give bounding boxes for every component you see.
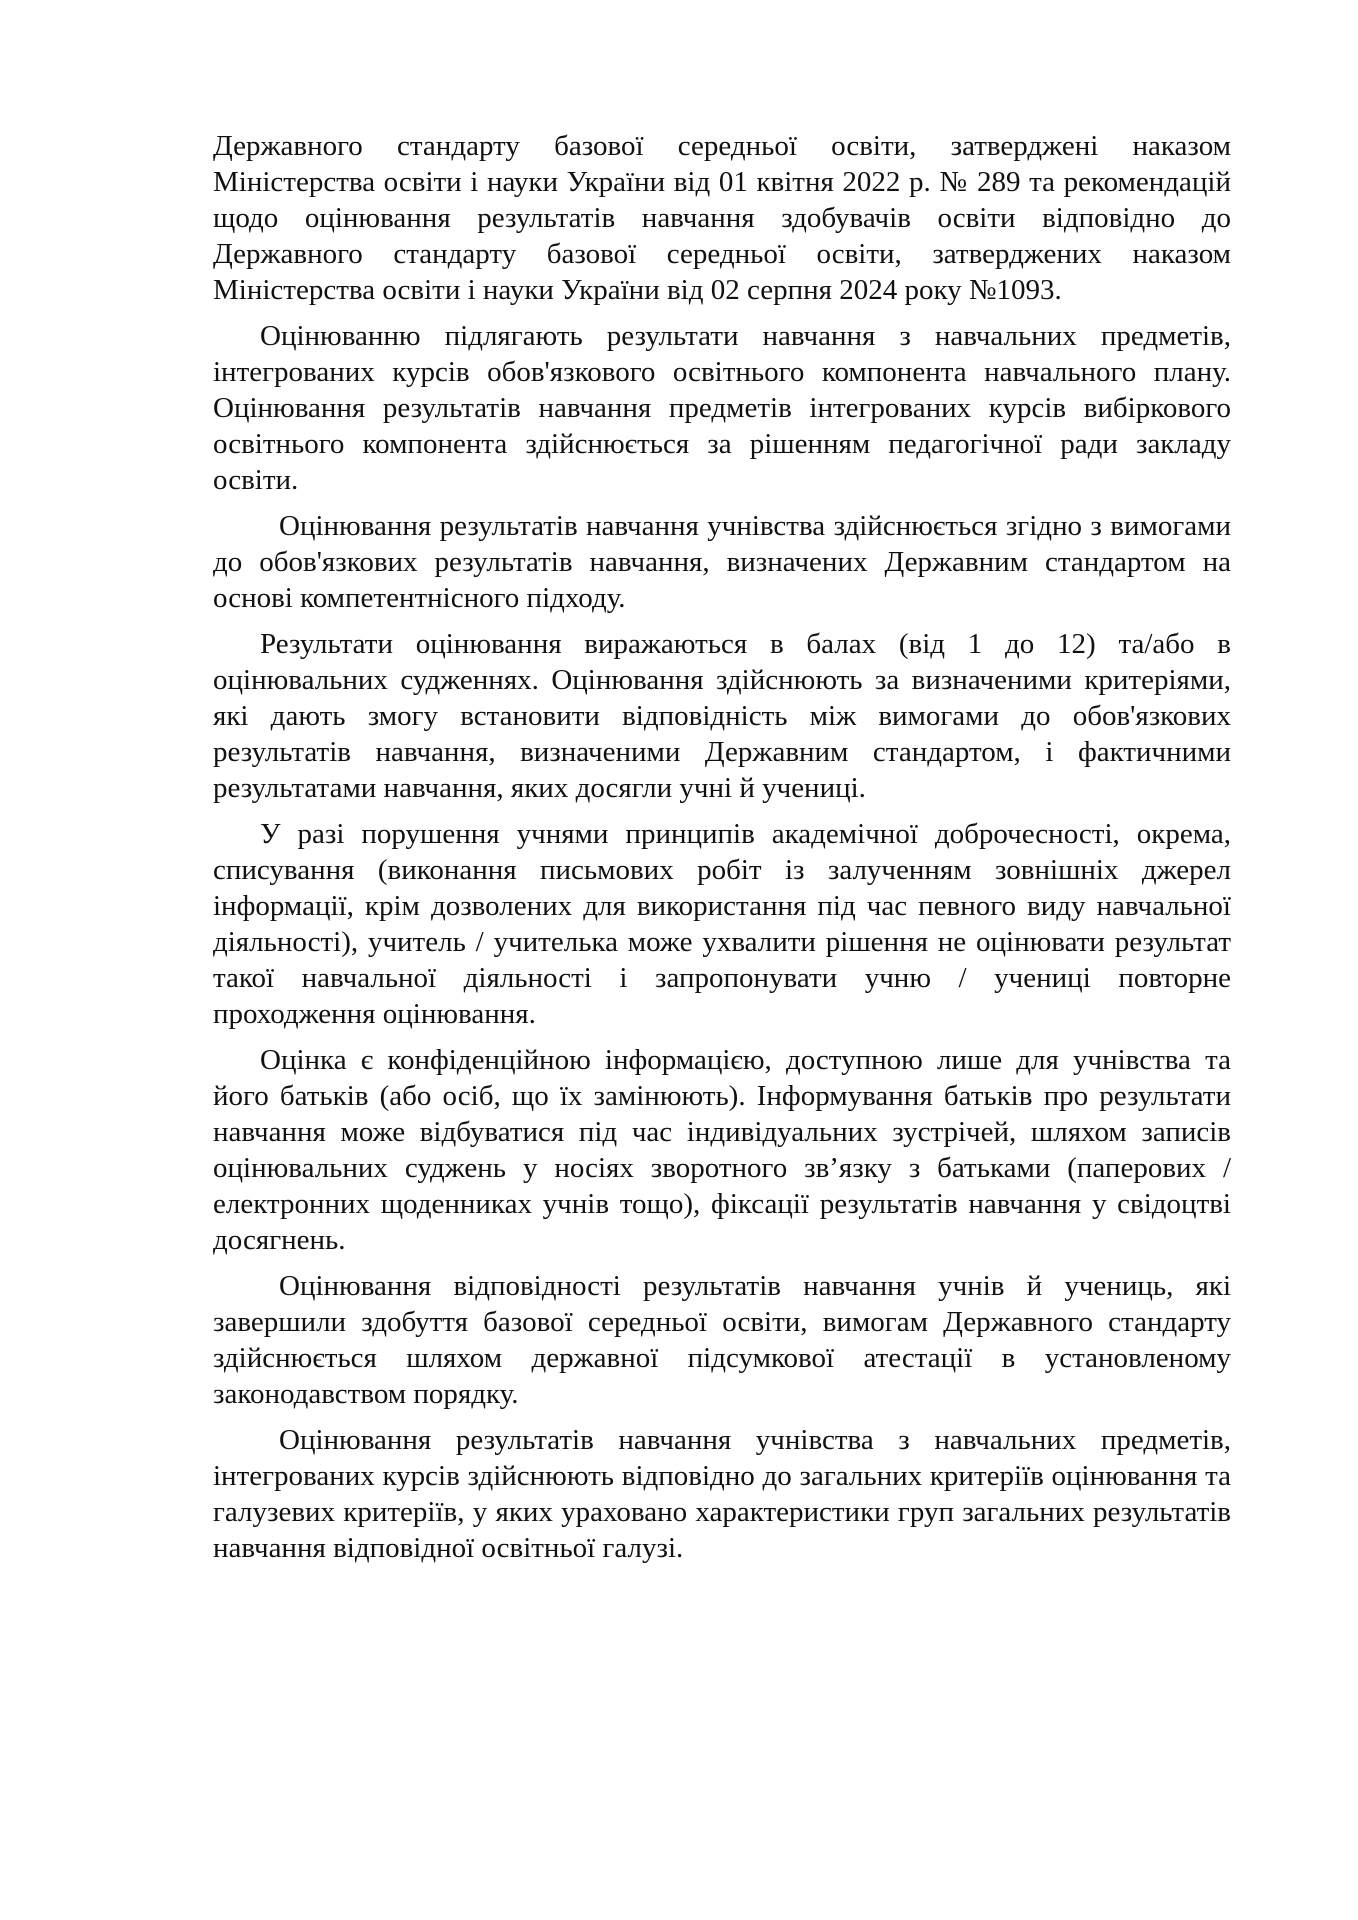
paragraph-standard-reference: Державного стандарту базової середньої освіти, затверджені наказом Міністерства освіти і науки України від 01 квітня 2022 р. № 289 та рекомендацій щодо оцінювання результатів навчання здобувачів освіти відповідно до Державного стандарту базової середньої освіти, затверджених наказом Міністерства освіти і науки України від 02 серпня 2024 року №1093. [213,130,1231,306]
paragraph-subjects-assessment: Оцінюванню підлягають результати навчання з навчальних предметів, інтегрованих курсів обов'язкового освітнього компонента навчального плану. Оцінювання результатів навчання предметів інтегрованих курсів вибіркового освітнього компонента здійснюється за рішенням педагогічної ради закладу освіти. [213,320,1231,496]
document-body [213,128,1231,1576]
paragraph-assessment-results: Результати оцінювання виражаються в балах (від 1 до 12) та/або в оцінювальних судженнях. Оцінювання здійснюють за визначеними критеріями, які дають змогу встановити відповідність між вимогами до обов'язкових результатів навчання, визначеними Державним стандартом, і фактичними результатами навчання, яких досягли учні й учениці. [213,628,1231,804]
paragraph-assessment-requirements: Оцінювання результатів навчання учнівства здійснюється згідно з вимогами до обов'язкових результатів навчання, визначених Державним стандартом на основі компетентнісного підходу. [213,510,1231,614]
paragraph-academic-integrity: У разі порушення учнями принципів академічної доброчесності, окрема, списування (виконання письмових робіт із залученням зовнішніх джерел інформації, крім дозволених для використання під час певного виду навчальної діяльності), учитель / учителька може ухвалити рішення не оцінювати результат такої навчальної діяльності і запропонувати учню / учениці повторне проходження оцінювання. [213,818,1231,1030]
paragraph-final-attestation: Оцінювання відповідності результатів навчання учнів й учениць, які завершили здобуття базової середньої освіти, вимогам Державного стандарту здійснюється шляхом державної підсумкової атестації в установленому законодавством порядку. [213,1270,1231,1410]
paragraph-confidentiality: Оцінка є конфіденційною інформацією, доступною лише для учнівства та його батьків (або осіб, що їх замінюють). Інформування батьків про результати навчання може відбуватися під час індивідуальних зустрічей, шляхом записів оцінювальних суджень у носіях зворотного зв’язку з батьками (паперових / електронних щоденниках учнів тощо), фіксації результатів навчання у свідоцтві досягнень. [213,1044,1231,1256]
paragraph-criteria: Оцінювання результатів навчання учнівства з навчальних предметів, інтегрованих курсів здійснюють відповідно до загальних критеріїв оцінювання та галузевих критеріїв, у яких ураховано характеристики груп загальних результатів навчання відповідної освітньої галузі. [213,1424,1231,1564]
